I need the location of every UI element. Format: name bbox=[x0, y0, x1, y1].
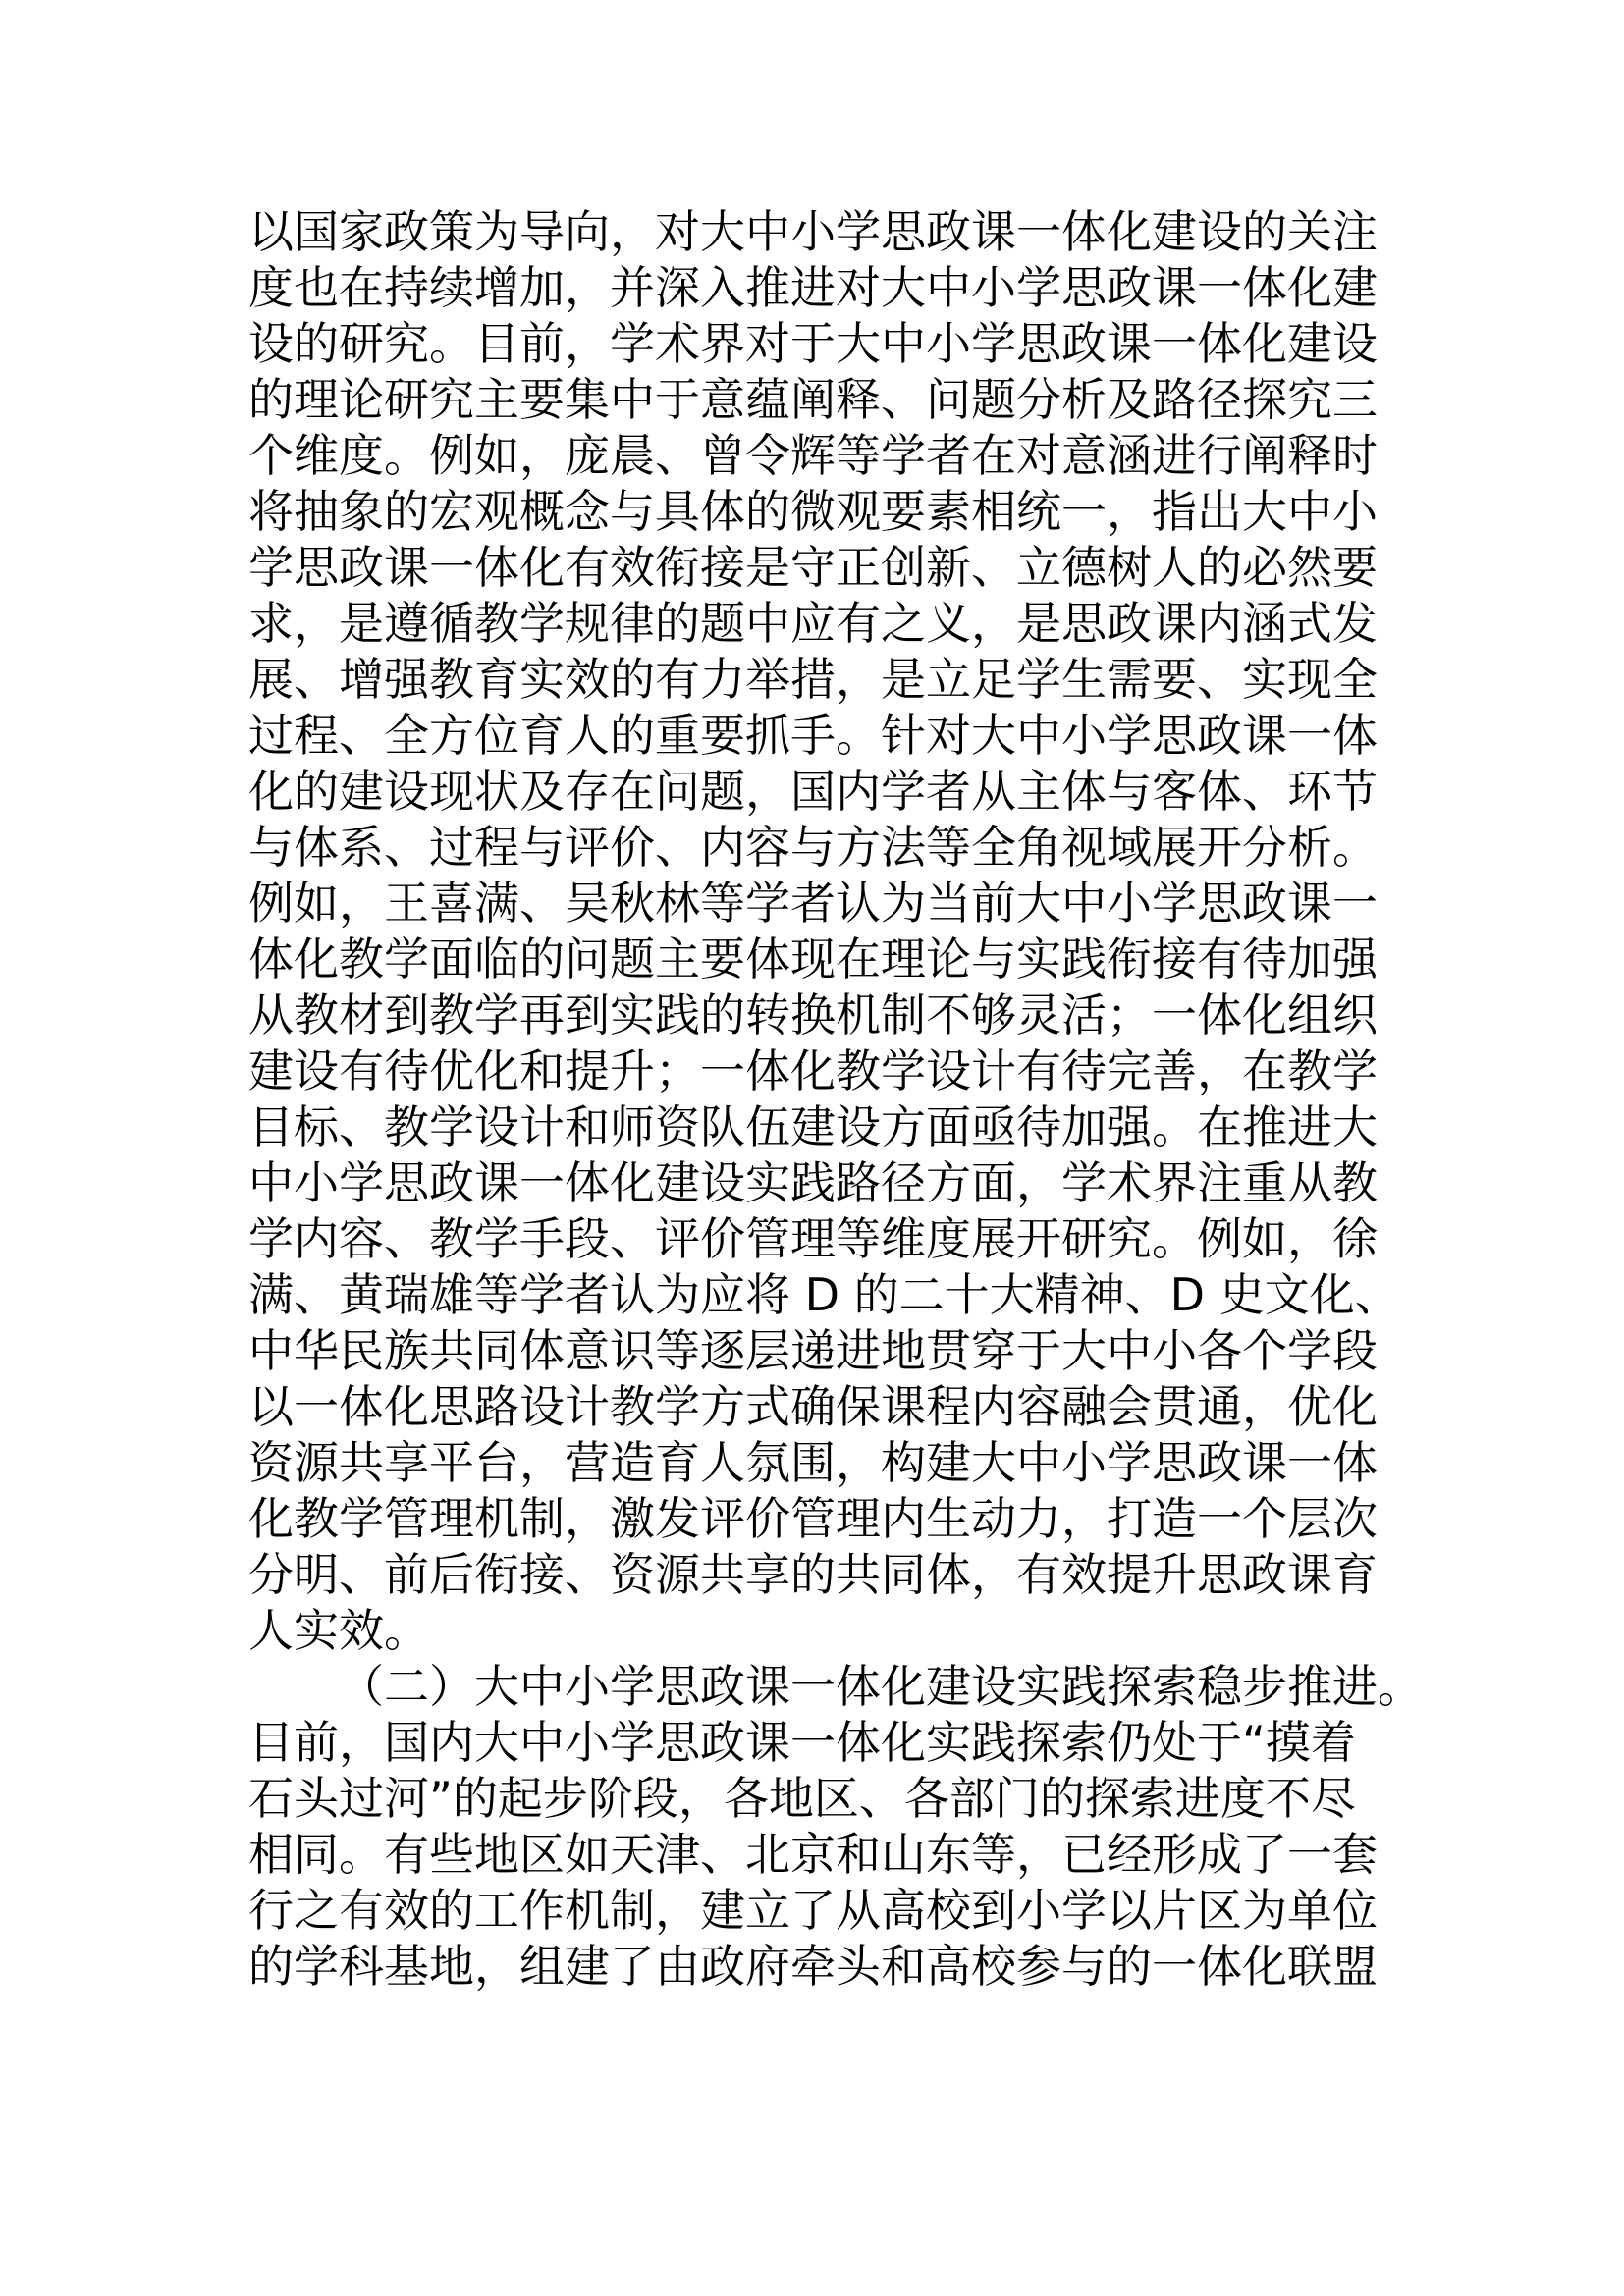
text-line: 展、增强教育实效的有力举措，是立足学生需要、实现全 bbox=[248, 653, 1378, 706]
text-line: 中小学思政课一体化建设实践路径方面，学术界注重从教 bbox=[248, 1156, 1378, 1209]
text-line: 的理论研究主要集中于意蕴阐释、问题分析及路径探究三 bbox=[248, 373, 1378, 426]
text-line: 将抽象的宏观概念与具体的微观要素相统一，指出大中小 bbox=[248, 485, 1378, 538]
text-line: 度也在持续增加，并深入推进对大中小学思政课一体化建 bbox=[248, 261, 1378, 314]
text-line: 目前，国内大中小学思政课一体化实践探索仍处于“摸着 bbox=[248, 1716, 1356, 1769]
text-line: 目标、教学设计和师资队伍建设方面亟待加强。在推进大 bbox=[248, 1100, 1378, 1153]
text-line: 石头过河”的起步阶段，各地区、各部门的探索进度不尽 bbox=[248, 1772, 1356, 1825]
text-line: 过程、全方位育人的重要抓手。针对大中小学思政课一体 bbox=[248, 709, 1378, 762]
text-line: 人实效。 bbox=[248, 1604, 429, 1657]
text-line: 行之有效的工作机制，建立了从高校到小学以片区为单位 bbox=[248, 1884, 1378, 1937]
text-line: 分明、前后衔接、资源共享的共同体，有效提升思政课育 bbox=[248, 1548, 1378, 1601]
text-line: 个维度。例如，庞晨、曾令辉等学者在对意涵进行阐释时 bbox=[248, 429, 1378, 482]
text-line: 例如，王喜满、吴秋林等学者认为当前大中小学思政课一 bbox=[248, 877, 1378, 930]
text-line: 满、黄瑞雄等学者认为应将 D 的二十大精神、D 史文化、 bbox=[248, 1268, 1400, 1321]
text-line: 资源共享平台，营造育人氛围，构建大中小学思政课一体 bbox=[248, 1436, 1378, 1489]
text-line: 中华民族共同体意识等逐层递进地贯穿于大中小各个学段 bbox=[248, 1324, 1378, 1377]
text-line: 体化教学面临的问题主要体现在理论与实践衔接有待加强 bbox=[248, 933, 1378, 986]
text-line: 以国家政策为导向，对大中小学思政课一体化建设的关注 bbox=[248, 205, 1378, 258]
text-line: 从教材到教学再到实践的转换机制不够灵活；一体化组织 bbox=[248, 988, 1378, 1041]
text-line: 化教学管理机制，激发评价管理内生动力，打造一个层次 bbox=[248, 1492, 1378, 1545]
text-line: 学内容、教学手段、评价管理等维度展开研究。例如，徐 bbox=[248, 1212, 1378, 1265]
text-line: 化的建设现状及存在问题，国内学者从主体与客体、环节 bbox=[248, 765, 1378, 818]
text-line: 求，是遵循教学规律的题中应有之义，是思政课内涵式发 bbox=[248, 597, 1378, 650]
text-line: 的学科基地，组建了由政府牵头和高校参与的一体化联盟 bbox=[248, 1940, 1378, 1993]
text-line: 与体系、过程与评价、内容与方法等全角视域展开分析。 bbox=[248, 821, 1378, 874]
section-heading-line: （二）大中小学思政课一体化建设实践探索稳步推进。 bbox=[339, 1660, 1423, 1713]
text-line: 以一体化思路设计教学方式确保课程内容融会贯通，优化 bbox=[248, 1380, 1378, 1433]
body-text bbox=[248, 204, 1423, 1995]
text-line: 学思政课一体化有效衔接是守正创新、立德树人的必然要 bbox=[248, 541, 1378, 594]
text-line: 设的研究。目前，学术界对于大中小学思政课一体化建设 bbox=[248, 317, 1378, 370]
text-line: 相同。有些地区如天津、北京和山东等，已经形成了一套 bbox=[248, 1828, 1378, 1881]
text-line: 建设有待优化和提升；一体化教学设计有待完善，在教学 bbox=[248, 1044, 1378, 1097]
